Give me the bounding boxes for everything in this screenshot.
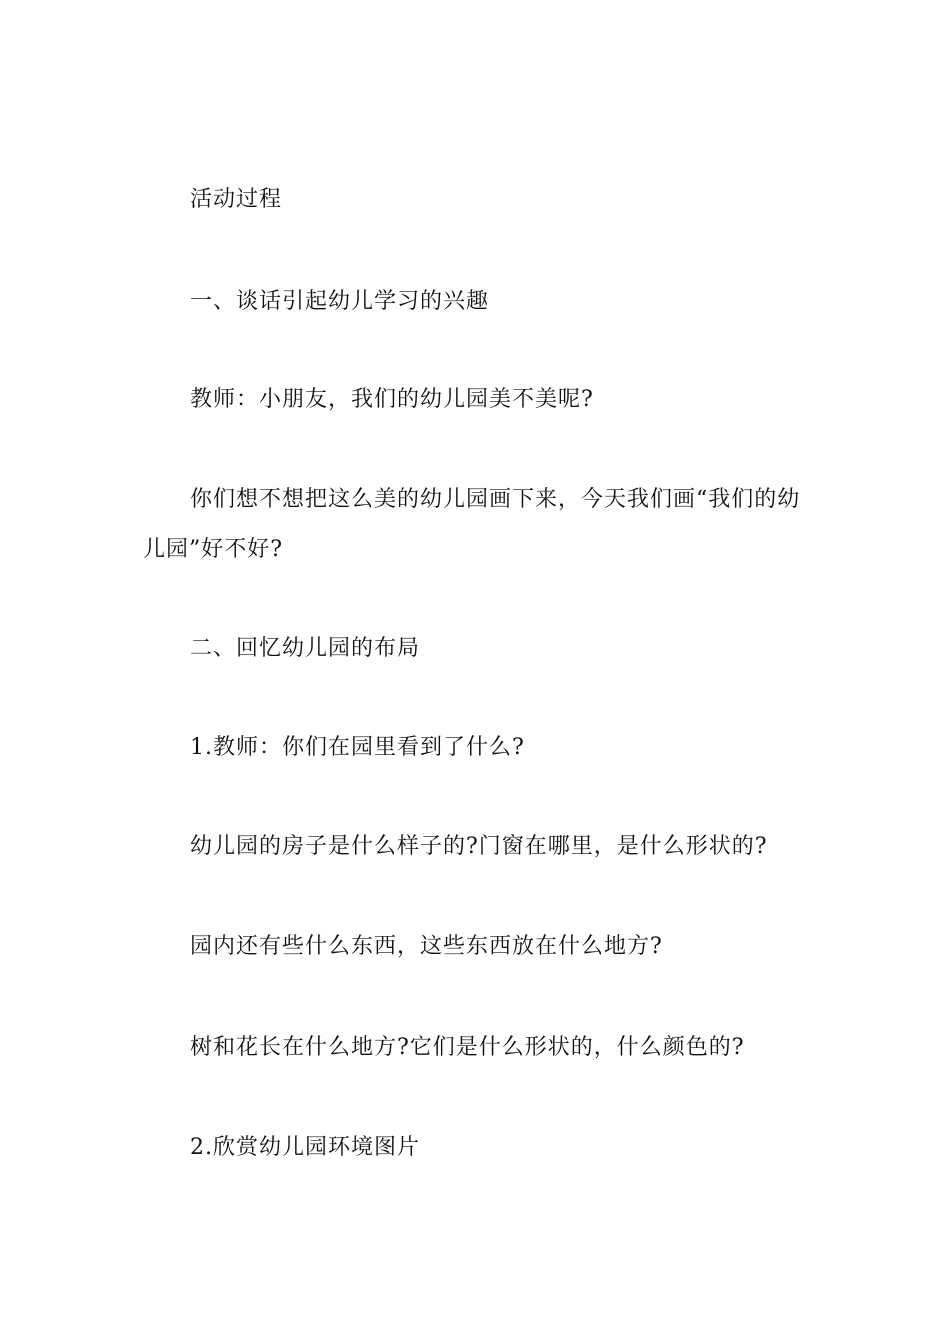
section2-title: 二、回忆幼儿园的布局	[190, 636, 421, 661]
question-trees: 树和花长在什么地方?它们是什么形状的，什么颜色的?	[190, 1035, 745, 1060]
question-items: 园内还有些什么东西，这些东西放在什么地方?	[190, 934, 663, 959]
paragraph1-line2: 儿园”好不好?	[143, 537, 284, 562]
item1: 1.教师：你们在园里看到了什么?	[190, 735, 525, 760]
item2: 2.欣赏幼儿园环境图片	[190, 1135, 420, 1160]
question-house: 幼儿园的房子是什么样子的?门窗在哪里，是什么形状的?	[190, 834, 768, 859]
activity-process-heading: 活动过程	[190, 187, 283, 212]
section1-title: 一、谈话引起幼儿学习的兴趣	[190, 289, 490, 314]
paragraph1-line1: 你们想不想把这么美的幼儿园画下来，今天我们画“我们的幼	[190, 487, 801, 512]
teacher-question-1: 教师：小朋友，我们的幼儿园美不美呢?	[190, 387, 594, 412]
